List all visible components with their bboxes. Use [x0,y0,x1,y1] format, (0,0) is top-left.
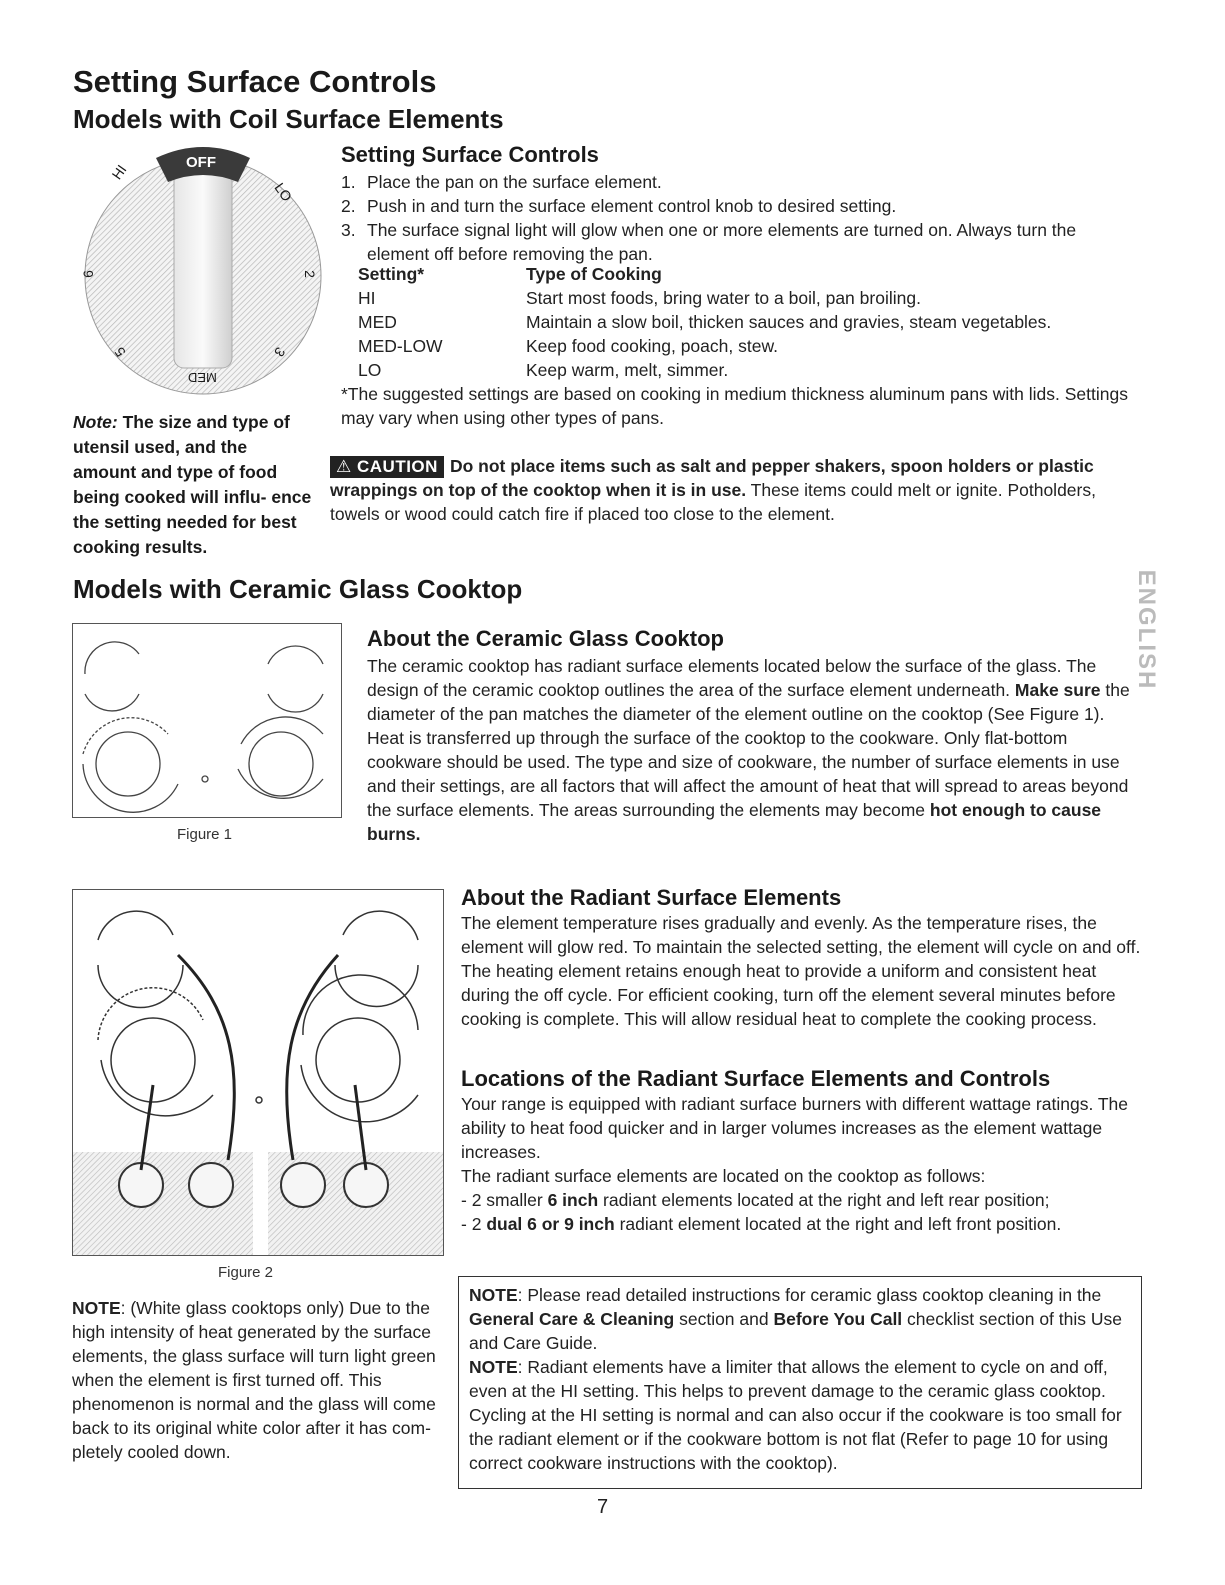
knob-med-label: MED [188,370,217,385]
knob-off-label: OFF [186,154,216,171]
white-glass-note: NOTE: (White glass cooktops only) Due to the high intensity of heat generated by the surface elements, the glass surface will turn light green when the element is first turned off. This phenomenon is normal and the glass will come back to its original white color after it has com- pletely cooled down. [72,1298,436,1462]
table-row: HI Start most foods, bring water to a boil, pan broiling. [358,288,921,308]
step-item: 2. Push in and turn the surface element control knob to desired setting. [341,196,897,216]
caution-text: These items could melt or ignite. Potholders, towels or wood could catch fire if placed too close to the element. [330,480,1096,524]
knob-3-label: 3 [271,344,289,360]
knob-6-label: 6 [79,270,96,278]
locations-text: Your range is equipped with radiant surface burners with different wattage ratings. The ability to heat food quicker and in larger volumes increases as the element wattage increases. The radiant surface elements are located on the cooktop as follows: - 2 smaller 6 inch radiant elements located at the right and left rear position; - 2 dual 6 or 9 inch radiant element located at the right and left front position. [461,1092,1141,1236]
note-label: Note: [73,412,118,432]
figure1-cooktop [72,623,342,818]
note-text: The size and type of utensil used, and the amount and type of food being cooked will influ- ence the setting needed for best cooking results. [73,412,312,557]
note-paragraph: NOTE: Radiant elements have a limiter that allows the element to cycle on and off, even at the HI setting. This helps to prevent damage to the ceramic glass cooktop. Cycling at the HI setting is normal and can also occur if the cookware is too small for the radiant element or if the cookware bottom is not flat (Refer to page 10 for using correct cookware instructions with the cooktop). [469,1357,1122,1473]
about-ceramic-heading: About the Ceramic Glass Cooktop [367,626,724,651]
settings-footnote: *The suggested settings are based on cooking in medium thickness aluminum pans with lids. Settings may vary when using other types of pans. [341,384,1128,428]
knob-5-label: 5 [111,344,129,360]
step-item: 1. Place the pan on the surface element. [341,172,662,192]
caution-block [330,454,1130,526]
control-knob-illustration [78,138,328,400]
table-header-type: Type of Cooking [526,264,662,284]
setting-steps [341,170,1141,266]
coil-models-heading: Models with Coil Surface Elements [73,104,504,134]
figure1-caption: Figure 1 [177,826,233,843]
list-item: - 2 dual 6 or 9 inch radiant element located at the right and left front position. [461,1214,1062,1234]
utensil-note [73,410,313,560]
table-row: MED-LOW Keep food cooking, poach, stew. [358,336,778,356]
side-tab-label: ENGLISH [1133,569,1160,691]
knob-lo-label: LO [271,179,296,205]
table-row: MED Maintain a slow boil, thicken sauces and gravies, steam vegetables. [358,312,1052,332]
about-ceramic-text: The ceramic cooktop has radiant surface elements located below the surface of the glass. The design of the ceramic cooktop outlines the area of the surface element underneath. Make sure the diameter of the pan matches the diameter of the element outline on the cooktop (See Figure 1). Heat is transferred up through the surface of the cooktop to the cookware. Only flat-bottom cookware should be used. The type and size of cookware, the number of surface elements in use and their settings, are all factors that will affect the amount of heat that will spread to areas beyond the surface elements. The areas surrounding the elements may become hot enough to cause burns. [367,656,1130,844]
warning-triangle-icon: ⚠ [336,457,352,476]
about-radiant-heading: About the Radiant Surface Elements [461,885,842,910]
locations-heading: Locations of the Radiant Surface Elements and Controls [461,1066,1051,1091]
table-header-setting: Setting* [358,264,425,284]
setting-controls-heading: Setting Surface Controls [341,142,599,167]
page-title: Setting Surface Controls [73,64,437,99]
knob-hi-label: HI [108,161,130,183]
ceramic-models-heading: Models with Ceramic Glass Cooktop [73,574,523,604]
list-item: - 2 smaller 6 inch radiant elements located at the right and left rear position; [461,1190,1050,1210]
caution-badge: ⚠ CAUTION [330,456,444,478]
figure2-caption: Figure 2 [218,1264,274,1281]
step-item: 3. The surface signal light will glow when one or more elements are turned on. Always turn the element off before removing the pan. [341,220,1077,264]
cleaning-note-box [458,1276,1142,1489]
knob-2-label: 2 [301,270,318,278]
note-paragraph: NOTE: Please read detailed instructions for ceramic glass cooktop cleaning in the General Care & Cleaning section and Before You Call checklist section of this Use and Care Guide. [469,1285,1122,1353]
caution-bold-text: Do not place items such as salt and pepper shakers, spoon holders or plastic wrappings on top of the cooktop when it is in use. [330,456,1094,500]
about-radiant-text: The element temperature rises gradually and evenly. As the temperature rises, the element will glow red. To maintain the selected setting, the element will cycle on and off. The heating element retains enough heat to provide a uniform and consistent heat during the off cycle. For efficient cooking, turn off the element several minutes before cooking is complete. This will allow residual heat to complete the cooking process. [461,913,1141,1029]
table-row: LO Keep warm, melt, simmer. [358,360,729,380]
page-number: 7 [597,1496,609,1518]
settings-table [358,262,1138,382]
figure2-cooktop-controls [72,889,444,1256]
